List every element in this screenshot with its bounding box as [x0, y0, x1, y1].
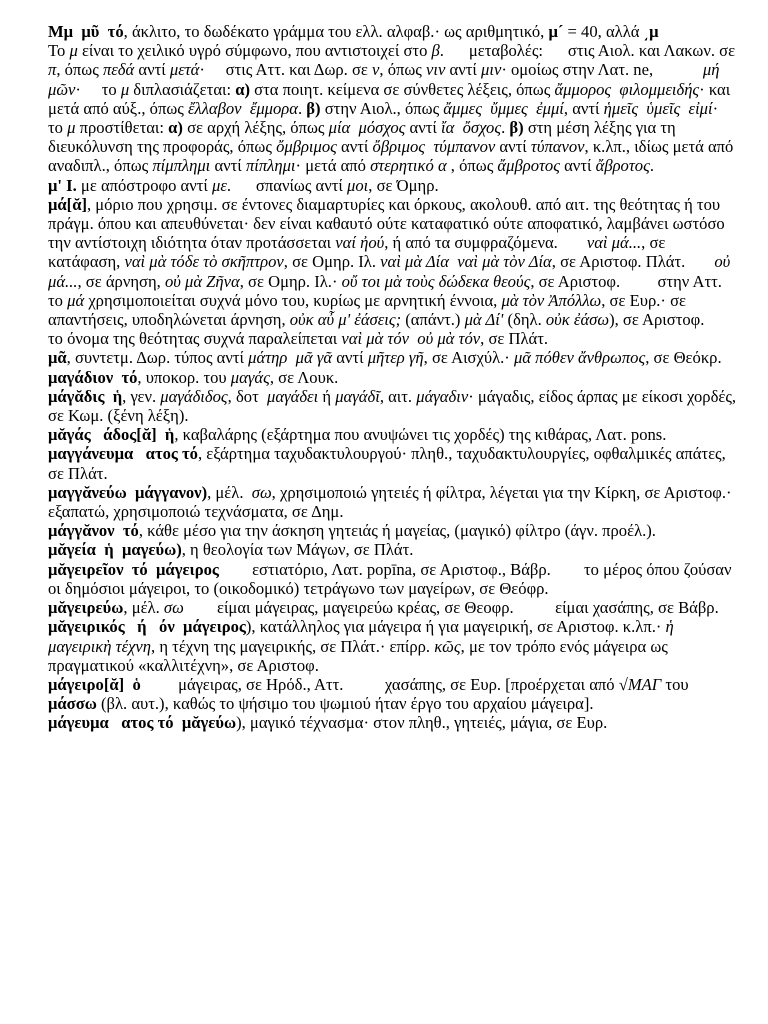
entry-text: , όπως	[56, 60, 103, 80]
entry-headword: β)	[509, 118, 524, 138]
entry-italic-text: στερητικό α	[370, 156, 447, 176]
entry-italic-text: ναὶ μὰ τόδε τὸ σκῆπτρον	[124, 252, 284, 272]
entry-headword: μάγγᾰνον τό	[48, 521, 139, 541]
entry-text: χρησιμοποιείται συχνά μόνο του, κυρίως με αρνητική έννοια,	[84, 290, 502, 310]
entry-italic-text: ναὶ μὰ Δία ναὶ μὰ τὸν Δία	[380, 252, 552, 272]
entry-italic-text: ἡ μαγειρικὴ τέχνη	[48, 617, 678, 656]
entry-headword: μαγάδιον τό	[48, 367, 138, 387]
entry-text: αντί	[445, 60, 481, 80]
entry-text: = 40, αλλά	[563, 22, 644, 41]
entry-headword: μᾰγειρικός ή όν μάγειρος	[48, 617, 246, 637]
entry-text: , γεν.	[122, 386, 161, 406]
entry-text: , η θεολογία των Μάγων, σε Πλάτ.	[181, 540, 414, 560]
dictionary-entry	[48, 348, 738, 367]
entry-text: στη μέση λέξης για τη διευκόλυνση της προφοράς, όπως	[48, 118, 680, 157]
entry-italic-text: ἡμεῖς ὑμεῖς εἰμί	[603, 98, 713, 118]
entry-text: αντί	[559, 156, 596, 176]
entry-text: , κάθε μέσο για την άσκηση γητειάς ή μαγείας, (μαγικό) φίλτρο (άγν. προέλ.).	[138, 521, 656, 541]
entry-italic-text: μ	[69, 41, 78, 61]
entry-text: , με τον τρόπο ενός μάγειρα ως πραγματικού «καλλιτέχνη», σε Αριστοφ.	[48, 636, 672, 675]
entry-italic-text: ἔλλαβον ἔμμορα	[187, 98, 298, 118]
entry-italic-text: ὄβριμος τύμπανον	[372, 137, 496, 157]
entry-text: · και μετά από αύξ., όπως	[48, 79, 735, 118]
entry-text: , σε άρνηση,	[77, 271, 165, 291]
entry-text: αντί	[495, 137, 531, 157]
entry-headword: μάσσω	[48, 694, 97, 714]
entry-text: · το	[75, 79, 121, 99]
entry-text: · μάγαδις, είδος άρπας με είκοσι χορδές, σε Κωμ. (ξένη λέξη).	[48, 386, 741, 426]
entry-text: , υποκορ. του	[137, 367, 231, 387]
entry-italic-text: οὐ μὰ Ζῆνα	[164, 271, 240, 291]
entry-italic-text: μάγαδιν	[416, 386, 469, 406]
entry-italic-text: β	[431, 41, 440, 61]
entry-text: , χρησιμοποιώ γητειές ή φίλτρα, λέγεται για την Κίρκη, σε Αριστοφ.· εξαπατώ, χρησιμοποιώ τεχνάσματα, σε Δημ.	[48, 482, 736, 522]
entry-text: , μέλ.	[123, 598, 164, 618]
entry-headword: μᾰγειρεῖον τό μάγειρος	[48, 559, 219, 579]
entry-text: , ή από τα συμφραζόμενα.	[384, 233, 587, 253]
entry-headword: Μμ μῦ τό	[48, 22, 124, 41]
entry-text: , σε Πλάτ.	[480, 329, 549, 349]
entry-italic-text: τύπανον	[530, 137, 585, 157]
entry-headword: β)	[306, 98, 321, 118]
dictionary-entry	[48, 617, 738, 675]
entry-text: αντί	[332, 348, 368, 368]
entry-text: , μόριο που χρησιμ. σε έντονες διαμαρτυρίες και όρκους, ακολουθ. από αιτ. της θεότητας ή του πράγμ. όπου και απευθύνεται· δεν είναι καθαυτό ούτε καταφατικό ούτε αποφατικό, λαμβάνει ωστόσο την αντίστοιχη ιδιότητα όταν προτάσσεται	[48, 194, 729, 253]
entry-text: (δηλ.	[503, 310, 546, 330]
entry-text: εστιατόριο, Λατ. popīna, σε Αριστοφ., Βάβρ. το μέρος όπου ζούσαν οι δημόσιοι μάγειροι, το (οικοδομικό) τετράγωνο των μαγείρων, σε Θεόφρ.	[48, 559, 736, 598]
entry-italic-text: οὔ τοι μὰ τοὺς δώδεκα θεούς	[341, 271, 531, 291]
entry-headword: μαγγᾰνεύω μάγγανον)	[48, 482, 208, 502]
entry-text: · μετά από	[295, 156, 371, 176]
entry-text: .	[649, 156, 654, 176]
entry-headword: α)	[168, 118, 183, 138]
entry-text: ), σε Αριστοφ. το όνομα της θεότητας συχνά παραλείπεται	[48, 310, 742, 349]
entry-text: στην Αιολ., όπως	[320, 98, 444, 118]
entry-text: · ομοίως στην Λατ. ne,	[501, 60, 703, 80]
entry-italic-text: μῆτερ γῆ	[367, 348, 424, 368]
entry-italic-text: ἄμμορος φιλομμειδής	[554, 79, 700, 99]
entry-italic-text: πεδά	[102, 60, 135, 80]
entry-text: , μέλ.	[207, 482, 252, 502]
entry-text: , όπως	[446, 156, 498, 176]
entry-headword: μᾰγάς άδος[ᾰ] ἡ	[48, 425, 175, 445]
entry-italic-text: οὐ μά...	[48, 252, 735, 291]
entry-italic-text: κῶς	[434, 636, 461, 656]
entry-italic-text: μετά	[169, 60, 200, 80]
entry-text: , κ.λπ., ιδίως μετά από αναδιπλ., όπως	[48, 137, 738, 176]
entry-text: αντί	[336, 137, 373, 157]
entry-text: , άκλιτο, το δωδέκατο γράμμα του ελλ. αλφαβ.· ως αριθμητικό,	[123, 22, 549, 41]
entry-text: , αιτ.	[379, 386, 417, 406]
entry-italic-text: ὄμβριμος	[276, 137, 337, 157]
entry-italic-text: μάτηρ μᾶ γᾶ	[248, 348, 333, 368]
entry-italic-text: ναὶ μά...	[586, 233, 642, 253]
entry-italic-text: μαγάδιδος	[160, 386, 228, 406]
entry-text: , σε Ομηρ. Ιλ.·	[239, 271, 342, 291]
entry-italic-text: ν	[372, 60, 380, 80]
entry-headword: μᾶ	[48, 348, 67, 368]
entry-headword: μᾰγεία ἡ μαγεύω)	[48, 540, 182, 560]
entry-italic-text: μ	[120, 79, 130, 99]
entry-text: · στις Αττ. και Δωρ. σε	[199, 60, 373, 80]
entry-text: , όπως	[379, 60, 427, 80]
dictionary-entry	[48, 368, 738, 387]
entry-text: , σε Ευρ.· σε απαντήσεις, υποδηλώνεται άρνηση,	[48, 290, 691, 330]
entry-headword: μᾰγειρεύω	[48, 598, 124, 618]
entry-text: , σε Θεόκρ.	[645, 348, 722, 368]
entry-italic-text: ἄβροτος	[595, 156, 650, 176]
entry-italic-text: μία μόσχος	[328, 118, 406, 138]
entry-text: στα ποιητ. κείμενα σε σύνθετες λέξεις, όπως	[250, 79, 555, 99]
dictionary-entry	[48, 521, 738, 540]
entry-text: , δοτ	[227, 386, 268, 406]
dictionary-entry	[48, 176, 738, 195]
entry-headword: μάγειρο[ᾰ] ὁ	[48, 674, 141, 694]
dictionary-entry	[48, 194, 742, 349]
entry-italic-text: ἄμβροτος	[497, 156, 560, 176]
entry-text: .	[297, 98, 307, 118]
entry-text: , σε Όμηρ.	[368, 175, 439, 195]
entry-text: είναι το χειλικό υγρό σύμφωνο, που αντιστοιχεί στο	[77, 41, 432, 61]
entry-italic-text: μοι	[347, 175, 369, 195]
entry-text: ή	[318, 386, 336, 406]
entry-italic-text: ΜΑΓ	[627, 674, 662, 694]
entry-text: , σε Αισχύλ.·	[423, 348, 514, 368]
entry-text: διπλασιάζεται:	[129, 79, 236, 99]
dictionary-entry	[48, 22, 750, 176]
entry-italic-text: μᾶ πόθεν ἄνθρωπος	[513, 348, 646, 368]
entry-text: αντί	[405, 118, 441, 138]
dictionary-entry	[48, 425, 738, 444]
entry-italic-text: π	[48, 60, 57, 80]
entry-italic-text: σω	[163, 598, 184, 618]
entry-italic-text: ναὶ μὰ τόν οὐ μὰ τόν	[341, 329, 481, 349]
entry-italic-text: μιν	[481, 60, 502, 80]
entry-headword: ͵μ	[643, 22, 659, 41]
entry-text: . μεταβολές: στις Αιολ. και Λακων. σε	[439, 41, 740, 61]
entry-text: είμαι μάγειρας, μαγειρεύω κρέας, σε Θεοφρ. είμαι χασάπης, σε Βάβρ.	[183, 598, 719, 618]
entry-text: , σε Λουκ.	[269, 367, 339, 387]
entry-headword: α)	[235, 79, 251, 99]
entry-text: του	[661, 674, 693, 694]
entry-italic-text: πίπλημι	[245, 156, 296, 176]
entry-italic-text: μ	[67, 118, 76, 138]
dictionary-entry	[48, 386, 741, 426]
entry-italic-text: μὰ τὸν Ἀπόλλω	[501, 290, 602, 310]
entry-text: προστίθεται:	[75, 118, 169, 138]
dictionary-entry	[48, 560, 738, 598]
entry-italic-text: σω	[251, 482, 272, 502]
entry-italic-text: μαγάδῖ	[335, 386, 380, 406]
entry-italic-text: μαγάς	[230, 367, 270, 387]
entry-italic-text: οὐκ αὖ μ' ἐάσεις;	[289, 310, 402, 330]
entry-text: ), κατάλληλος για μάγειρα ή για μαγειρική, σε Αριστοφ. κ.λπ.·	[245, 617, 666, 637]
entry-italic-text: ναί ἠού	[335, 233, 385, 253]
dictionary-entry	[48, 598, 738, 617]
entry-headword: μ' I.	[48, 175, 77, 195]
entry-text: , σε Αριστοφ. Πλάτ.	[551, 252, 715, 272]
entry-italic-text: οὐκ ἐάσω	[545, 310, 610, 330]
entry-italic-text: με	[212, 175, 227, 195]
entry-text: (βλ. αυτ.), καθώς το ψήσιμο του ψωμιού ήταν έργο του αρχαίου μάγειρα].	[96, 694, 594, 714]
entry-text: , σε κατάφαση,	[48, 233, 670, 272]
entry-text: , σε Αριστοφ. στην Αττ. το	[48, 271, 727, 310]
entry-italic-text: μά	[67, 290, 85, 310]
entry-text: αντί	[210, 156, 246, 176]
dictionary-entry	[48, 675, 738, 713]
entry-italic-text: ἴα ὄσχος	[441, 118, 502, 138]
entry-italic-text: μὰ Δί'	[464, 310, 504, 330]
entry-text: ), μαγικό τέχνασμα· στον πληθ., γητειές, μάγια, σε Ευρ.	[236, 713, 608, 733]
entry-italic-text: μαγάδει	[267, 386, 319, 406]
entry-text: , αντί	[563, 98, 604, 118]
entry-italic-text: ἄμμες ὔμμες ἐμμί	[443, 98, 564, 118]
entry-italic-text: νιν	[426, 60, 446, 80]
entry-headword: μάγευμα ατος τό μᾰγεύω	[48, 713, 237, 733]
dictionary-entry	[48, 540, 738, 559]
entry-text: (απάντ.)	[401, 310, 465, 330]
entry-text: , εξάρτημα ταχυδακτυλουργού· πληθ., ταχυδακτυλουργίες, οφθαλμικές απάτες, σε Πλάτ.	[48, 444, 730, 483]
entry-headword: μ´	[548, 22, 564, 41]
dictionary-entry	[48, 444, 738, 482]
entry-headword: μάγᾰδις ἡ	[48, 386, 123, 406]
entry-text: , σε Ομηρ. Ιλ.	[283, 252, 381, 272]
entry-text: , η τέχνη της μαγειρικής, σε Πλάτ.· επίρρ.	[151, 636, 435, 656]
dictionary-entry	[48, 713, 738, 732]
entry-text: , συντετμ. Δωρ. τύπος αντί	[66, 348, 249, 368]
entry-text: . σπανίως αντί	[226, 175, 348, 195]
entry-text: αντί	[134, 60, 170, 80]
entry-headword: μαγγάνευμα ατος τό	[48, 444, 198, 464]
entry-italic-text: μή μῶν	[48, 60, 728, 99]
entry-italic-text: πίμπλημι	[152, 156, 211, 176]
entry-text: · το	[48, 98, 744, 138]
entry-text: Το	[48, 22, 750, 61]
dictionary-entry	[48, 483, 738, 521]
entry-text: με απόστροφο αντί	[76, 175, 213, 195]
entry-text: σε αρχή λέξης, όπως	[182, 118, 329, 138]
entry-text: .	[501, 118, 510, 138]
entry-headword: μά[ᾰ]	[48, 194, 87, 214]
entry-text: μάγειρας, σε Ηρόδ., Αττ. χασάπης, σε Ευρ. [προέρχεται από √	[140, 674, 628, 694]
entry-text: , καβαλάρης (εξάρτημα που ανυψώνει τις χορδές) της κιθάρας, Λατ. pons.	[174, 425, 667, 445]
